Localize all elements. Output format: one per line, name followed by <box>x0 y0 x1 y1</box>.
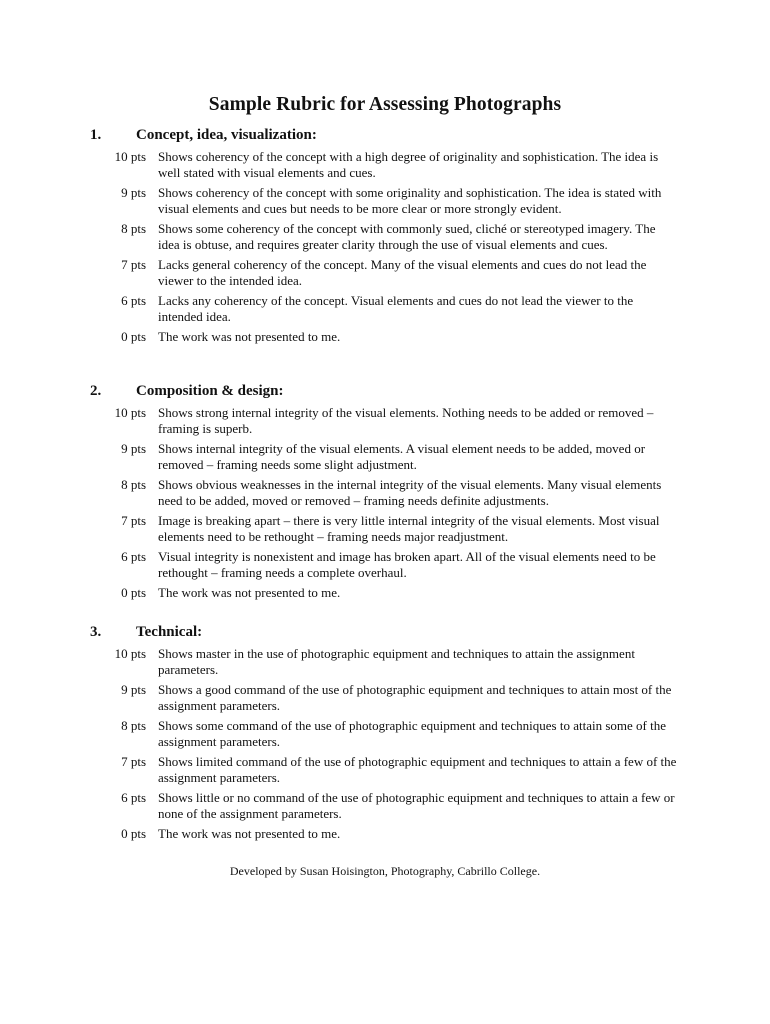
points-label: 0 pts <box>121 329 146 344</box>
section-number: 1. <box>90 127 102 143</box>
section-heading <box>0 624 770 646</box>
points-label: 0 pts <box>121 585 146 600</box>
points-label: 9 pts <box>121 682 146 697</box>
rubric-item <box>0 405 770 436</box>
criteria-text: The work was not presented to me. <box>158 826 341 841</box>
points-label: 6 pts <box>121 549 146 564</box>
criteria-text: The work was not presented to me. <box>158 585 341 600</box>
criteria-text: Shows a good command of the use of photographic equipment and techniques to attain most of the assignment parameters. <box>158 682 672 713</box>
points-label: 10 pts <box>114 646 146 661</box>
points-label: 8 pts <box>121 718 146 733</box>
points-label: 10 pts <box>114 149 146 164</box>
section-title: Technical: <box>136 624 203 640</box>
section-heading <box>0 383 770 405</box>
section-number: 2. <box>90 383 102 399</box>
rubric-item <box>0 549 770 580</box>
points-label: 8 pts <box>121 221 146 236</box>
points-label: 7 pts <box>121 754 146 769</box>
section-title: Composition & design: <box>136 383 284 399</box>
rubric-item <box>0 293 770 324</box>
criteria-text: The work was not presented to me. <box>158 329 341 344</box>
criteria-text: Shows some command of the use of photographic equipment and techniques to attain some of the assignment parameters. <box>158 718 666 749</box>
rubric-item <box>0 477 770 508</box>
footer-credit: Developed by Susan Hoisington, Photography, Cabrillo College. <box>229 864 541 878</box>
criteria-text: Shows limited command of the use of photographic equipment and techniques to attain a few of the assignment parameters. <box>158 754 677 785</box>
rubric-item <box>0 646 770 677</box>
rubric-item <box>0 257 770 288</box>
page-title: Sample Rubric for Assessing Photographs <box>208 94 562 115</box>
section-technical <box>0 624 770 842</box>
criteria-text: Shows some coherency of the concept with commonly sued, cliché or stereotyped imagery. The idea is obtuse, and requires greater clarity through the use of visual elements and cues. <box>158 221 656 252</box>
rubric-item <box>0 826 770 842</box>
rubric-item <box>0 513 770 544</box>
points-label: 10 pts <box>114 405 146 420</box>
criteria-text: Shows little or no command of the use of photographic equipment and techniques to attain a few or none of the assignment parameters. <box>158 790 675 821</box>
rubric-item <box>0 149 770 180</box>
section-number: 3. <box>90 624 102 640</box>
rubric-item <box>0 682 770 713</box>
section-title: Concept, idea, visualization: <box>136 127 317 143</box>
criteria-text: Shows coherency of the concept with a high degree of originality and sophistication. The idea is well stated with visual elements and cues. <box>158 149 659 180</box>
points-label: 9 pts <box>121 441 146 456</box>
criteria-text: Lacks any coherency of the concept. Visual elements and cues do not lead the viewer to the intended idea. <box>158 293 634 324</box>
points-label: 6 pts <box>121 790 146 805</box>
section-heading <box>0 127 770 149</box>
criteria-text: Shows internal integrity of the visual elements. A visual element needs to be added, moved or removed – framing needs some slight adjustment. <box>158 441 646 472</box>
criteria-text: Shows coherency of the concept with some originality and sophistication. The idea is stated with visual elements and cues but needs to be more clear or more strongly evident. <box>158 185 662 216</box>
rubric-item <box>0 329 770 345</box>
rubric-item <box>0 754 770 785</box>
points-label: 8 pts <box>121 477 146 492</box>
section-composition <box>0 383 770 601</box>
criteria-text: Image is breaking apart – there is very little internal integrity of the visual elements. Most visual elements need to be rethought – framing needs major readjustment. <box>158 513 660 544</box>
rubric-item <box>0 790 770 821</box>
points-label: 7 pts <box>121 513 146 528</box>
rubric-item <box>0 221 770 252</box>
points-label: 0 pts <box>121 826 146 841</box>
rubric-item <box>0 718 770 749</box>
rubric-item <box>0 585 770 601</box>
section-concept <box>0 127 770 345</box>
criteria-text: Shows strong internal integrity of the visual elements. Nothing needs to be added or removed – framing is superb. <box>158 405 654 436</box>
rubric-item <box>0 185 770 216</box>
criteria-text: Visual integrity is nonexistent and image has broken apart. All of the visual elements need to be rethought – framing needs a complete overhaul. <box>158 549 656 580</box>
rubric-item <box>0 441 770 472</box>
criteria-text: Shows master in the use of photographic equipment and techniques to attain the assignment parameters. <box>158 646 635 677</box>
criteria-text: Lacks general coherency of the concept. Many of the visual elements and cues do not lead the viewer to the intended idea. <box>158 257 647 288</box>
points-label: 7 pts <box>121 257 146 272</box>
criteria-text: Shows obvious weaknesses in the internal integrity of the visual elements. Many visual elements need to be added, moved or removed – framing needs definite adjustments. <box>158 477 662 508</box>
points-label: 6 pts <box>121 293 146 308</box>
points-label: 9 pts <box>121 185 146 200</box>
